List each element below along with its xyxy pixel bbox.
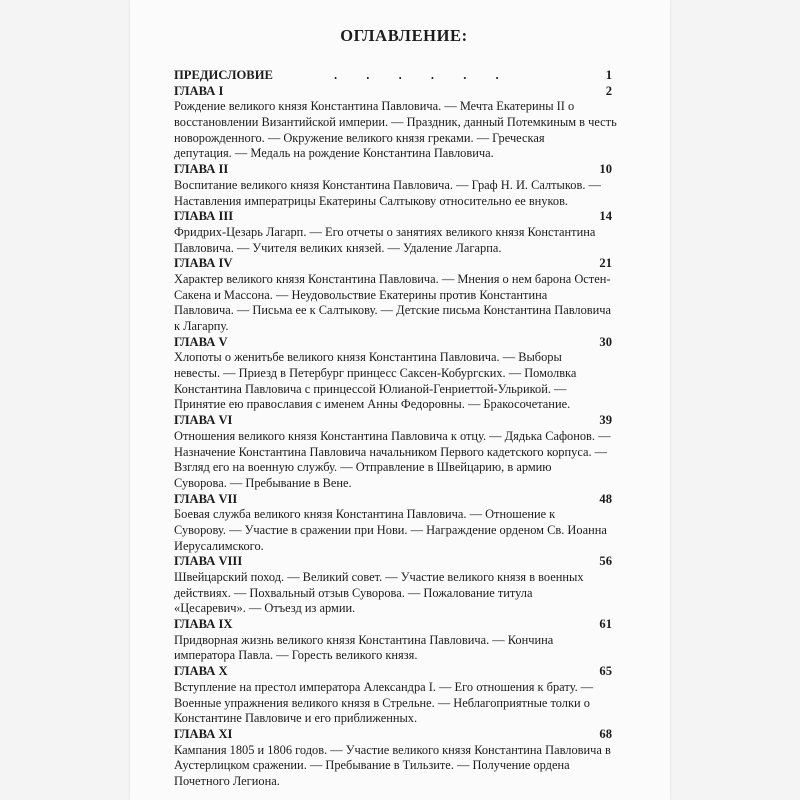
chapter-heading (174, 554, 614, 570)
chapter-heading (174, 162, 614, 178)
chapter-summary-line: «Цесаревич». — Отъезд из армии. (174, 601, 356, 616)
chapter-label: ГЛАВА II (174, 162, 229, 177)
chapter-heading (174, 209, 614, 225)
chapter-summary-line: к Лагарпу. (174, 319, 229, 333)
chapter-summary-line: депутация. — Медаль на рождение Константина Павловича. (174, 146, 494, 161)
chapter-summary-line: Боевая служба великого князя Константина Павловича. — Отношение к (174, 507, 556, 522)
chapter-label: ГЛАВА III (174, 209, 234, 224)
chapter-summary-line: Хлопоты о женитьбе великого князя Константина Павловича. — Выборы (174, 350, 562, 365)
chapter-summary-line: Павловича. — Письма ее к Салтыкову. — Детские письма Константина Павловича (174, 303, 612, 318)
page-number: 48 (599, 491, 612, 506)
chapter-summary-line: Военные упражнения великого князя в Стрельне. — Неблагоприятные толки о (174, 695, 590, 710)
page-number: 56 (599, 554, 612, 569)
chapter-summary-line: Вступление на престол императора Александра I. — Его отношения к брату. — (174, 679, 594, 694)
page-number: 30 (599, 334, 612, 349)
chapter-label: ГЛАВА VIII (174, 554, 243, 569)
chapter-summary-line: Кампания 1805 и 1806 годов. — Участие великого князя Константина Павловича в (174, 742, 611, 757)
page-number: 14 (599, 209, 612, 224)
chapter-summary-line: новорожденного. — Окружение великого князя греками. — Греческая (174, 130, 545, 145)
page-title: ОГЛАВЛЕНИЕ: (340, 26, 468, 45)
chapter-heading (174, 256, 614, 272)
chapter-summary-line: Аустерлицком сражении. — Пребывание в Тильзите. — Получение ордена (174, 758, 570, 773)
chapter-summary-line: Павловича. — Учителя великих князей. — Удаление Лагарпа. (174, 240, 502, 255)
chapter-summary-line: Отношения великого князя Константина Павловича к отцу. — Дядька Сафонов. — (174, 428, 611, 443)
chapter-summary-line: Наставления императрицы Екатерины Салтыкову относительно ее внуков. (174, 193, 569, 208)
page-number: 65 (599, 664, 612, 679)
chapter-heading (174, 617, 614, 633)
chapter-summary-line: Швейцарский поход. — Великий совет. — Участие великого князя в военных (174, 570, 584, 584)
chapter-label: ГЛАВА I (174, 83, 224, 98)
chapter-summary-line: невесты. — Приезд в Петербург принцесс Саксен-Кобургских. — Помолвка (174, 366, 577, 381)
table-of-contents (174, 26, 617, 790)
chapter-summary-line: восстановлении Византийской империи. — Праздник, данный Потемкиным в честь (174, 115, 617, 130)
chapter-heading (174, 335, 614, 351)
chapter-summary-line: Суворова. — Пребывание в Вене. (174, 475, 352, 490)
chapter-label: ГЛАВА V (174, 334, 228, 349)
toc-entry-preface (174, 68, 614, 84)
page-number: 21 (599, 256, 612, 271)
chapter-heading (174, 413, 614, 429)
entry-label: ПРЕДИСЛОВИЕ (174, 68, 273, 82)
chapter-summary-line: Назначение Константина Павловича начальником Первого кадетского корпуса. — (174, 444, 608, 459)
chapter-heading (174, 727, 614, 743)
chapter-heading (174, 664, 614, 680)
page-number: 1 (605, 68, 612, 82)
chapter-summary-line: Взгляд его на военную службу. — Отправление в Швейцарию, в армию (174, 460, 552, 475)
chapter-summary-line: Рождение великого князя Константина Павловича. — Мечта Екатерины II о (174, 99, 575, 114)
chapter-summary-line: императора Павла. — Горесть великого князя. (174, 648, 418, 663)
chapter-label: ГЛАВА VI (174, 413, 233, 428)
chapter-summary-line: Почетного Легиона. (174, 773, 280, 788)
page-number: 61 (599, 617, 612, 632)
page-number: 39 (599, 413, 612, 428)
chapter-summary-line: Сакена и Массона. — Неудовольствие Екатерины против Константина (174, 287, 548, 302)
chapter-summary-line: действиях. — Похвальный отзыв Суворова. — Пожалование титула (174, 585, 533, 600)
chapter-label: ГЛАВА IX (174, 617, 233, 632)
chapter-label: ГЛАВА X (174, 664, 228, 679)
chapter-summary-line: Константина Павловича с принцессой Юлианой-Генриеттой-Ульрикой. — (174, 381, 567, 396)
chapter-heading (174, 84, 614, 100)
chapter-summary-line: Воспитание великого князя Константина Павловича. — Граф Н. И. Салтыков. — (174, 177, 601, 192)
chapter-list (174, 83, 617, 790)
page-number: 68 (599, 726, 612, 741)
chapter-label: ГЛАВА IV (174, 256, 233, 271)
chapter-summary-line: Константине Павловиче и его приближенных. (174, 711, 418, 726)
dot-leader: . . . . . . (334, 68, 499, 82)
chapter-summary-line: Принятие ею православия с именем Анны Федоровны. — Бракосочетание. (174, 397, 571, 412)
chapter-summary-line: Суворову. — Участие в сражении при Нови. — Награждение орденом Св. Иоанна (174, 522, 607, 537)
chapter-label: ГЛАВА XI (174, 726, 233, 741)
chapter-summary-line: Фридрих-Цезарь Лагарп. — Его отчеты о занятиях великого князя Константина (174, 224, 596, 239)
chapter-summary-line: Придворная жизнь великого князя Константина Павловича. — Кончина (174, 632, 554, 647)
chapter-heading (174, 492, 614, 508)
chapter-summary-line: Характер великого князя Константина Павловича. — Мнения о нем барона Остен- (174, 271, 611, 286)
chapter-label: ГЛАВА VII (174, 491, 238, 506)
page-number: 2 (605, 83, 612, 98)
page-number: 10 (599, 162, 612, 177)
chapter-summary-line: Иерусалимского. (174, 538, 264, 553)
